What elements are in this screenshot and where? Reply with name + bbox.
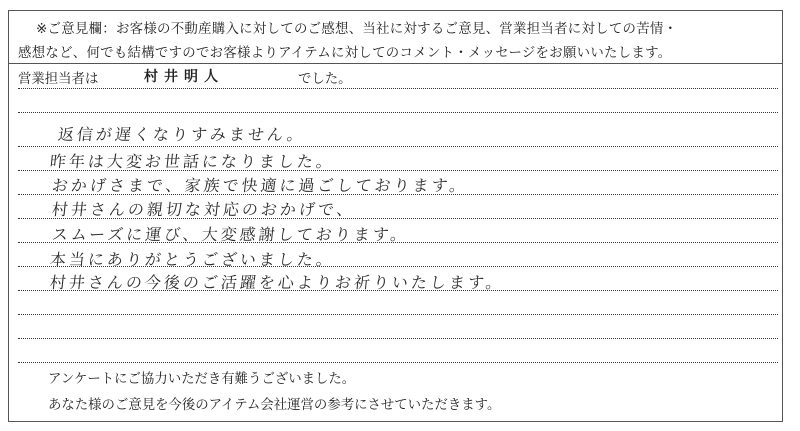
instructions-line-2: 感想など、何でも結構ですのでお客様よりアイテムに対してのコメント・メッセージをお願いいたします。 [18,46,672,61]
handwritten-line: 村井さんの親切な対応のおかげで、 [50,200,357,219]
ruled-line [18,112,778,113]
handwritten-line: 昨年は大変お世話になりました。 [48,152,336,171]
staff-name: 村井明人 [144,69,224,85]
staff-row [8,64,783,88]
instructions-line-1: ※ご意見欄：お客様の不動産購入に対してのご感想、当社に対するご意見、営業担当者に対しての苦情・ [36,22,678,37]
ruled-line [18,146,778,147]
footer-thanks: アンケートにご協力いただき有難うございました。 [48,372,356,387]
instructions-header [8,10,783,64]
handwritten-line: 返信が遅くなりすみません。 [56,125,307,144]
ruled-line [18,362,778,363]
ruled-line [18,314,778,315]
handwritten-line: おかげさまで、家族で快適に過ごしております。 [50,176,470,195]
handwritten-line: 村井さんの今後のご活躍を心よりお祈りいたします。 [48,273,506,292]
ruled-line [18,88,778,89]
handwritten-line: 本当にありがとうございました。 [48,250,336,269]
footer-note: あなた様のご意見を今後のアイテム会社運営の参考にさせていただきます。 [48,398,501,413]
staff-suffix: でした。 [298,72,352,87]
staff-label: 営業担当者は [18,72,99,87]
ruled-line [18,338,778,339]
handwritten-line: スムーズに運び、大変感謝しております。 [50,225,411,244]
